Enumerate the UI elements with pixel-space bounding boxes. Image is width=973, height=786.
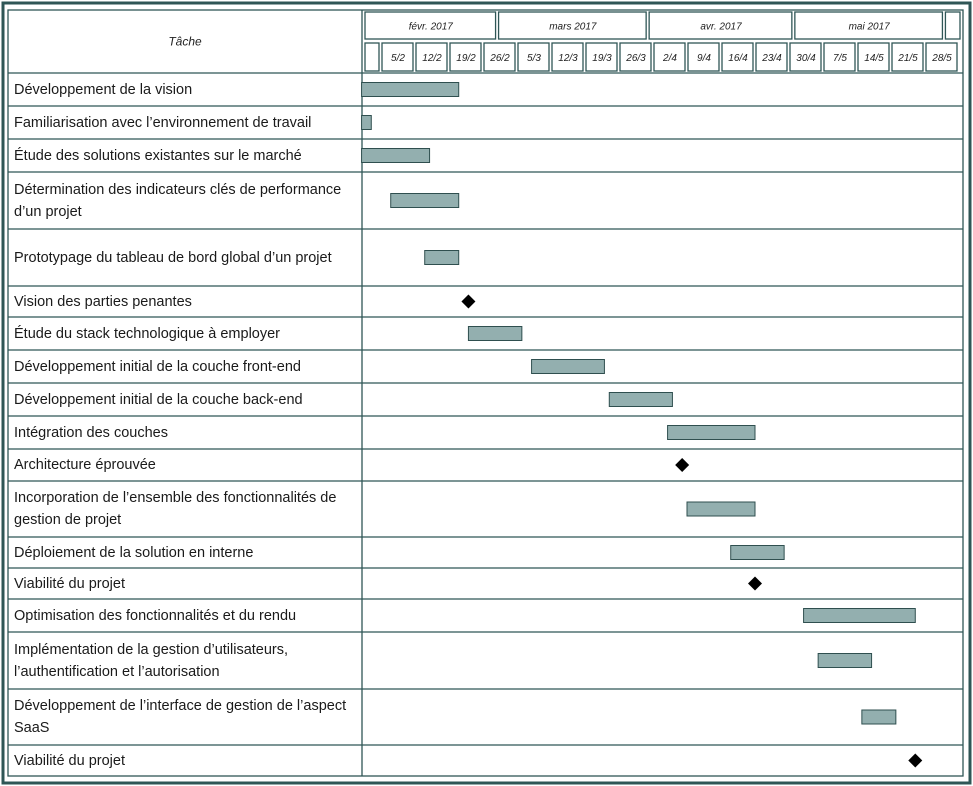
- task-label: [8, 689, 360, 745]
- task-label-text: Étude du stack technologique à employer: [14, 325, 281, 342]
- task-label-text: Architecture éprouvée: [14, 457, 156, 473]
- month-label: mars 2017: [549, 21, 597, 33]
- task-label: [8, 416, 360, 449]
- task-label-text: Familiarisation avec l’environnement de travail: [14, 114, 312, 131]
- task-label: [8, 73, 360, 106]
- task-bar: [391, 194, 459, 208]
- task-bar: [532, 360, 605, 374]
- week-label: 14/5: [864, 53, 884, 64]
- task-bar: [731, 546, 784, 560]
- task-label: [8, 317, 360, 350]
- week-label: 12/3: [558, 53, 578, 64]
- week-label: 5/3: [527, 53, 541, 64]
- task-label: [8, 172, 360, 229]
- task-bar: [468, 327, 521, 341]
- week-header-box: [365, 43, 379, 71]
- week-label: 26/2: [490, 53, 510, 64]
- task-label-text: Développement de la vision: [14, 81, 193, 98]
- task-bar: [804, 609, 916, 623]
- task-label: [8, 449, 360, 481]
- task-label-text: Développement initial de la couche back-end: [14, 391, 303, 408]
- week-label: 7/5: [833, 53, 847, 64]
- task-column-header: Tâche: [168, 34, 202, 49]
- task-label: [8, 599, 360, 632]
- task-label: [8, 481, 360, 537]
- task-label-text: Prototypage du tableau de bord global d’un projet: [14, 249, 332, 266]
- task-label-text: Détermination des indicateurs clés de performance d’un projet: [14, 181, 342, 220]
- task-label: [8, 745, 360, 776]
- task-label-text: Déploiement de la solution en interne: [14, 544, 254, 561]
- task-label-text: Incorporation de l’ensemble des fonctionnalités de gestion de projet: [14, 490, 337, 528]
- task-label-text: Étude des solutions existantes sur le marché: [14, 147, 302, 164]
- task-label-text: Vision des parties penantes: [14, 293, 192, 310]
- week-label: 30/4: [796, 53, 816, 64]
- task-label-text: Optimisation des fonctionnalités et du rendu: [14, 607, 297, 624]
- task-bar: [687, 502, 755, 516]
- task-label: [8, 106, 360, 139]
- week-label: 12/2: [422, 53, 442, 64]
- week-label: 5/2: [391, 53, 405, 64]
- task-label: [8, 383, 360, 416]
- task-label-text: Viabilité du projet: [14, 752, 125, 769]
- week-label: 26/3: [626, 53, 646, 64]
- task-bar: [609, 393, 672, 407]
- week-label: 21/5: [898, 53, 918, 64]
- task-bar: [818, 654, 871, 668]
- task-bar: [425, 251, 459, 265]
- week-label: 16/4: [728, 53, 748, 64]
- task-label: [8, 286, 360, 317]
- task-label-text: Implémentation de la gestion d’utilisateurs, l’authentification et l’autorisation: [14, 641, 289, 680]
- task-label: [8, 632, 360, 689]
- week-label: 9/4: [697, 53, 711, 64]
- task-label: [8, 350, 360, 383]
- month-label: mai 2017: [848, 21, 890, 33]
- week-label: 2/4: [663, 53, 677, 64]
- week-label: 23/4: [762, 53, 782, 64]
- task-bar: [862, 710, 896, 724]
- task-label-text: Intégration des couches: [14, 424, 168, 441]
- task-label-text: Développement de l’interface de gestion de l’aspect SaaS: [14, 698, 347, 736]
- task-bar: [668, 426, 755, 440]
- week-label: 19/2: [456, 53, 476, 64]
- task-bar: [362, 149, 430, 163]
- month-label: avr. 2017: [700, 21, 742, 33]
- task-label-text: Développement initial de la couche front-end: [14, 358, 301, 375]
- week-label: 28/5: [932, 53, 952, 64]
- month-header-box-empty: [945, 12, 960, 39]
- task-label: [8, 537, 360, 568]
- task-bar: [362, 116, 372, 130]
- task-label: [8, 229, 360, 286]
- month-label: févr. 2017: [408, 21, 453, 33]
- task-label: [8, 568, 360, 599]
- week-label: 19/3: [592, 53, 612, 64]
- task-bar: [362, 83, 459, 97]
- task-label-text: Viabilité du projet: [14, 575, 125, 592]
- task-label: [8, 139, 360, 172]
